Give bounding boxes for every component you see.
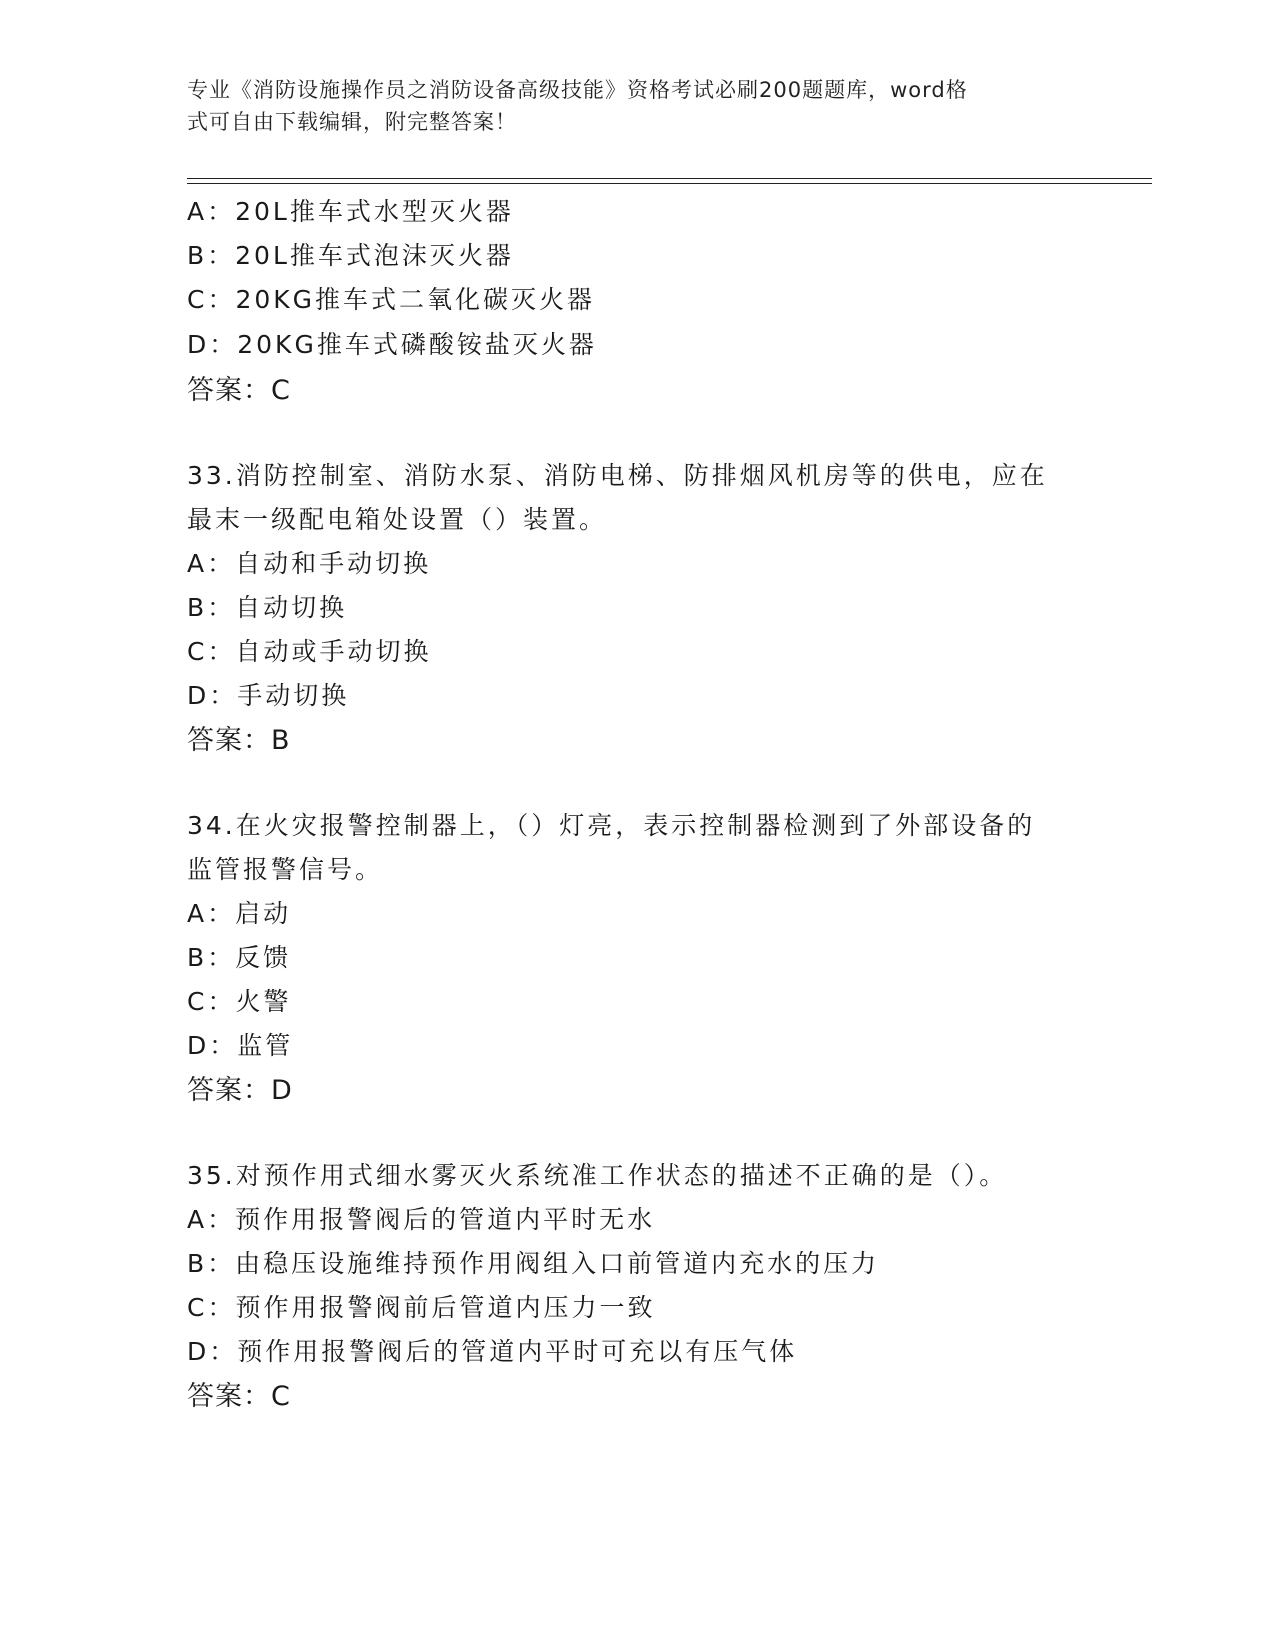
- q32-answer: 答案：C: [187, 375, 291, 406]
- q35-option-c: C：预作用报警阀前后管道内压力一致: [187, 1293, 656, 1322]
- q34-answer: 答案：D: [187, 1075, 293, 1106]
- header-line-2: 式可自由下载编辑，附完整答案！: [187, 110, 517, 134]
- header-line-1: 专业《消防设施操作员之消防设备高级技能》资格考试必刷200题题库，word格: [187, 78, 968, 102]
- q35-option-d: D：预作用报警阀后的管道内平时可充以有压气体: [187, 1337, 798, 1366]
- q34-option-d: D：监管: [187, 1031, 294, 1060]
- q34-option-b: B：反馈: [187, 943, 292, 972]
- q33-option-a: A：自动和手动切换: [187, 549, 432, 578]
- document-header: [187, 74, 1067, 138]
- q35-answer: 答案：C: [187, 1381, 291, 1412]
- q33-stem-line-2: 最末一级配电箱处设置（）装置。: [187, 505, 608, 534]
- q34-stem-line-2: 监管报警信号。: [187, 855, 384, 884]
- q33-option-d: D：手动切换: [187, 681, 350, 710]
- q35-option-b: B：由稳压设施维持预作用阀组入口前管道内充水的压力: [187, 1249, 880, 1278]
- header-divider-top: [187, 178, 1152, 179]
- q35-option-a: A：预作用报警阀后的管道内平时无水: [187, 1205, 656, 1234]
- q32-option-d: D：20KG推车式磷酸铵盐灭火器: [187, 330, 597, 359]
- q32-option-a: A：20L推车式水型灭火器: [187, 197, 514, 226]
- q35-stem-line-1: 35.对预作用式细水雾灭火系统准工作状态的描述不正确的是（）。: [187, 1161, 1008, 1190]
- header-divider-bottom: [187, 183, 1152, 184]
- q33-stem-line-1: 33.消防控制室、消防水泵、消防电梯、防排烟风机房等的供电，应在: [187, 461, 1048, 490]
- q33-option-c: C：自动或手动切换: [187, 637, 432, 666]
- q34-option-a: A：启动: [187, 899, 292, 928]
- q33-answer: 答案：B: [187, 725, 291, 756]
- q34-stem-line-1: 34.在火灾报警控制器上，（）灯亮，表示控制器检测到了外部设备的: [187, 811, 1036, 840]
- q32-option-c: C：20KG推车式二氧化碳灭火器: [187, 285, 596, 314]
- q34-option-c: C：火警: [187, 987, 292, 1016]
- q33-option-b: B：自动切换: [187, 593, 348, 622]
- q32-option-b: B：20L推车式泡沫灭火器: [187, 241, 514, 270]
